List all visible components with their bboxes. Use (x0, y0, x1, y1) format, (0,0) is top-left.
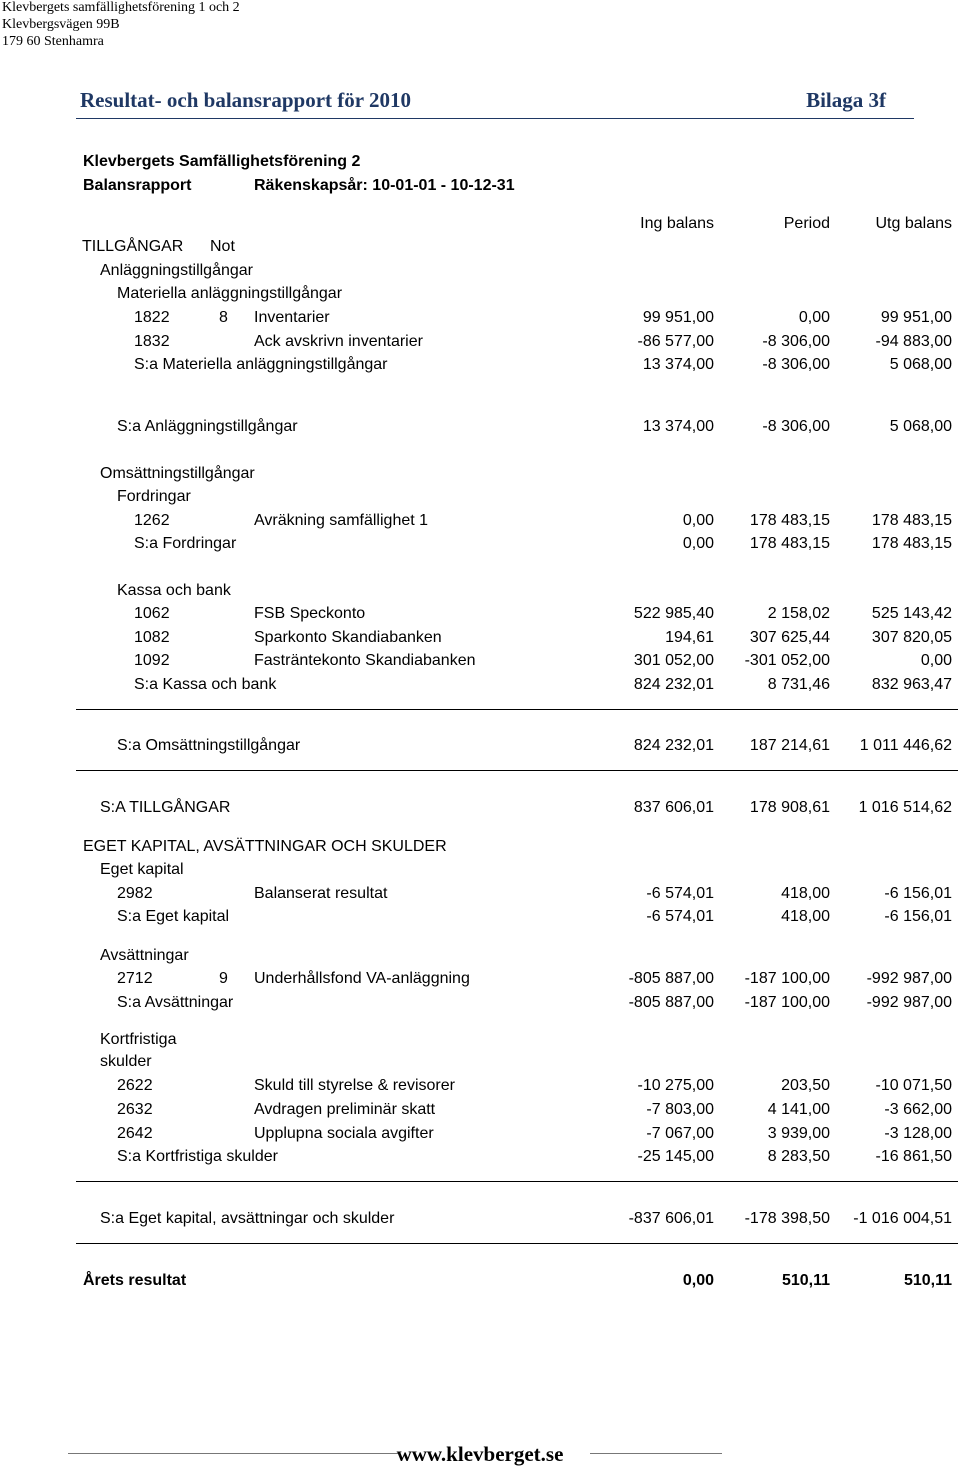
section-heading: Anläggningstillgångar (100, 262, 253, 279)
separator-rule (76, 709, 958, 710)
value-period: 0,00 (798, 309, 830, 326)
row-total-label: S:a Materiella anläggningstillgångar (134, 356, 388, 373)
report-type: Balansrapport (83, 177, 192, 194)
value-utg-balans: 510,11 (903, 1272, 952, 1289)
value-ing-balans: -10 275,00 (637, 1077, 714, 1094)
value-utg-balans: -94 883,00 (875, 333, 952, 350)
section-heading: TILLGÅNGAR (82, 238, 184, 255)
separator-rule (76, 770, 958, 771)
account-description: Balanserat resultat (254, 885, 388, 902)
value-period: 2 158,02 (767, 605, 830, 622)
value-period: 3 939,00 (767, 1125, 830, 1142)
value-ing-balans: 301 052,00 (633, 652, 714, 669)
account-description: Sparkonto Skandiabanken (254, 629, 442, 646)
value-utg-balans: -6 156,01 (884, 885, 952, 902)
value-period: 418,00 (781, 908, 830, 925)
value-period: -8 306,00 (762, 418, 830, 435)
value-period: 203,50 (781, 1077, 830, 1094)
value-utg-balans: 307 820,05 (871, 629, 952, 646)
row-total-label: S:a Omsättningstillgångar (117, 737, 301, 754)
value-utg-balans: 0,00 (920, 652, 952, 669)
value-period: -187 100,00 (744, 994, 830, 1011)
account-description: Ack avskrivn inventarier (254, 333, 423, 350)
account-description: Underhållsfond VA-anläggning (254, 970, 470, 987)
value-ing-balans: 13 374,00 (642, 418, 714, 435)
value-period: 178 483,15 (749, 535, 830, 552)
account-description: Avräkning samfällighet 1 (254, 512, 429, 529)
value-ing-balans: -837 606,01 (628, 1210, 714, 1227)
account-number: 1092 (134, 652, 170, 669)
row-total-label: S:a Fordringar (134, 535, 237, 552)
section-heading: Eget kapital (100, 861, 184, 878)
note-number: 9 (219, 970, 228, 987)
note-number: 8 (219, 309, 228, 326)
account-number: 2982 (117, 885, 153, 902)
title-rule (76, 118, 914, 119)
section-heading: skulder (100, 1053, 152, 1070)
address-line-2: Klevbergsvägen 99B (2, 17, 120, 32)
value-period: 8 731,46 (767, 676, 830, 693)
account-description: Avdragen preliminär skatt (254, 1101, 436, 1118)
value-ing-balans: 99 951,00 (642, 309, 714, 326)
col-header-period: Period (783, 215, 830, 232)
value-utg-balans: 178 483,15 (871, 535, 952, 552)
value-ing-balans: 13 374,00 (642, 356, 714, 373)
value-ing-balans: -6 574,01 (646, 885, 714, 902)
account-number: 2622 (117, 1077, 153, 1094)
value-ing-balans: -7 067,00 (646, 1125, 714, 1142)
value-utg-balans: -6 156,01 (884, 908, 952, 925)
account-number: 1082 (134, 629, 170, 646)
footer-website: www.klevberget.se (396, 1442, 564, 1466)
section-heading: Fordringar (117, 488, 191, 505)
value-ing-balans: 0,00 (682, 535, 714, 552)
value-utg-balans: -992 987,00 (866, 994, 952, 1011)
account-description: Skuld till styrelse & revisorer (254, 1077, 455, 1094)
value-period: 178 483,15 (749, 512, 830, 529)
value-ing-balans: 824 232,01 (633, 737, 714, 754)
value-ing-balans: -805 887,00 (628, 994, 714, 1011)
section-heading: Materiella anläggningstillgångar (117, 285, 343, 302)
value-utg-balans: -10 071,50 (875, 1077, 952, 1094)
value-utg-balans: 5 068,00 (889, 356, 952, 373)
account-number: 2632 (117, 1101, 153, 1118)
report-title: Resultat- och balansrapport för 2010 (80, 88, 411, 112)
col-header-utg-balans: Utg balans (875, 215, 952, 232)
row-total-label: S:a Eget kapital (117, 908, 230, 925)
account-number: 1822 (134, 309, 170, 326)
value-period: -301 052,00 (744, 652, 830, 669)
account-description: Upplupna sociala avgifter (254, 1125, 434, 1142)
value-period: 4 141,00 (767, 1101, 830, 1118)
value-period: -8 306,00 (762, 356, 830, 373)
value-ing-balans: -25 145,00 (637, 1148, 714, 1165)
row-total-label: S:a Eget kapital, avsättningar och skulder (100, 1210, 395, 1227)
value-period: -187 100,00 (744, 970, 830, 987)
row-total-label: S:a Kortfristiga skulder (117, 1148, 278, 1165)
col-header-not: Not (210, 238, 235, 255)
row-total-label: S:a Avsättningar (117, 994, 234, 1011)
separator-rule (76, 1243, 958, 1244)
account-description: Fasträntekonto Skandiabanken (254, 652, 476, 669)
account-number: 1262 (134, 512, 170, 529)
value-utg-balans: 1 016 514,62 (858, 799, 952, 816)
value-period: 8 283,50 (767, 1148, 830, 1165)
section-heading: EGET KAPITAL, AVSÄTTNINGAR OCH SKULDER (83, 838, 447, 855)
value-period: -178 398,50 (744, 1210, 830, 1227)
account-number: 2642 (117, 1125, 153, 1142)
value-utg-balans: -992 987,00 (866, 970, 952, 987)
value-utg-balans: 1 011 446,62 (859, 737, 952, 754)
address-line-3: 179 60 Stenhamra (2, 34, 104, 49)
value-period: 307 625,44 (749, 629, 830, 646)
value-period: 187 214,61 (749, 737, 830, 754)
value-ing-balans: -86 577,00 (637, 333, 714, 350)
value-ing-balans: 0,00 (682, 512, 714, 529)
account-number: 2712 (117, 970, 153, 987)
value-ing-balans: 194,61 (665, 629, 714, 646)
value-period: 510,11 (781, 1272, 830, 1289)
section-heading: Kortfristiga (100, 1031, 177, 1048)
appendix-label: Bilaga 3f (806, 88, 886, 112)
section-heading: Avsättningar (100, 947, 189, 964)
value-period: 178 908,61 (749, 799, 830, 816)
account-number: 1832 (134, 333, 170, 350)
row-total-label: S:a Anläggningstillgångar (117, 418, 298, 435)
value-utg-balans: 99 951,00 (880, 309, 952, 326)
col-header-ing-balans: Ing balans (640, 215, 714, 232)
value-utg-balans: 5 068,00 (889, 418, 952, 435)
value-period: 418,00 (781, 885, 830, 902)
value-ing-balans: -7 803,00 (646, 1101, 714, 1118)
row-total-label: S:a Kassa och bank (134, 676, 277, 693)
value-utg-balans: -16 861,50 (875, 1148, 952, 1165)
value-utg-balans: 525 143,42 (871, 605, 952, 622)
value-utg-balans: 178 483,15 (871, 512, 952, 529)
account-description: Inventarier (254, 309, 330, 326)
row-total-label: Årets resultat (83, 1272, 187, 1289)
value-utg-balans: -3 662,00 (884, 1101, 952, 1118)
section-heading: Omsättningstillgångar (100, 465, 255, 482)
account-description: FSB Speckonto (254, 605, 366, 622)
value-utg-balans: -1 016 004,51 (853, 1210, 952, 1227)
separator-rule (76, 1181, 958, 1182)
value-ing-balans: -6 574,01 (646, 908, 714, 925)
fiscal-period: Räkenskapsår: 10-01-01 - 10-12-31 (254, 177, 515, 194)
value-utg-balans: -3 128,00 (884, 1125, 952, 1142)
value-ing-balans: 824 232,01 (633, 676, 714, 693)
value-ing-balans: 837 606,01 (633, 799, 714, 816)
value-period: -8 306,00 (762, 333, 830, 350)
address-line-1: Klevbergets samfällighetsförening 1 och 2 (2, 0, 240, 15)
row-total-label: S:A TILLGÅNGAR (100, 799, 231, 816)
section-heading: Kassa och bank (117, 582, 231, 599)
value-ing-balans: 522 985,40 (633, 605, 714, 622)
value-utg-balans: 832 963,47 (871, 676, 952, 693)
value-ing-balans: -805 887,00 (628, 970, 714, 987)
account-number: 1062 (134, 605, 170, 622)
org-name: Klevbergets Samfällighetsförening 2 (83, 153, 361, 170)
value-ing-balans: 0,00 (682, 1272, 714, 1289)
